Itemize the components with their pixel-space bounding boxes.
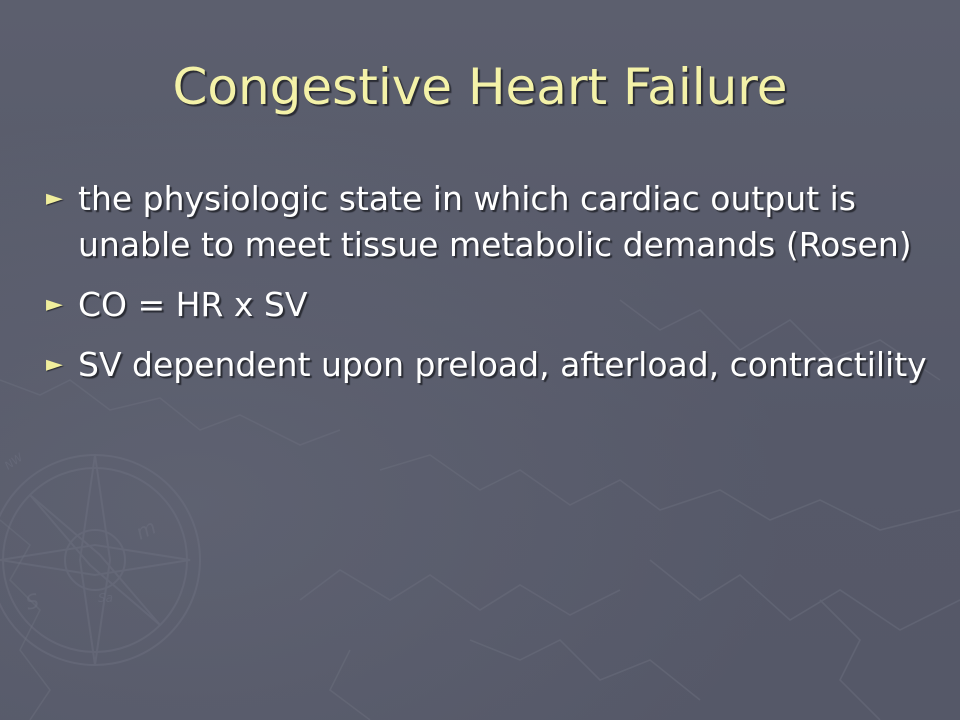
- slide-title: Congestive Heart Failure: [172, 58, 788, 116]
- svg-text:S: S: [23, 588, 42, 615]
- svg-text:Sa: Sa: [98, 591, 113, 605]
- bullet-text: the physiologic state in which cardiac output is unable to meet tissue metabolic demands (Rosen): [78, 179, 912, 264]
- bullet-item: [44, 282, 934, 328]
- bullet-item: [44, 342, 934, 388]
- bullet-arrow-icon: ►: [46, 352, 63, 377]
- bullet-list: [44, 176, 934, 402]
- bullet-text: SV dependent upon preload, afterload, contractility: [78, 345, 927, 384]
- svg-text:NW: NW: [2, 450, 26, 473]
- svg-text:m: m: [131, 514, 160, 545]
- bullet-item: [44, 176, 934, 268]
- bullet-text: CO = HR x SV: [78, 285, 308, 324]
- bullet-arrow-icon: ►: [46, 186, 63, 211]
- bullet-arrow-icon: ►: [46, 292, 63, 317]
